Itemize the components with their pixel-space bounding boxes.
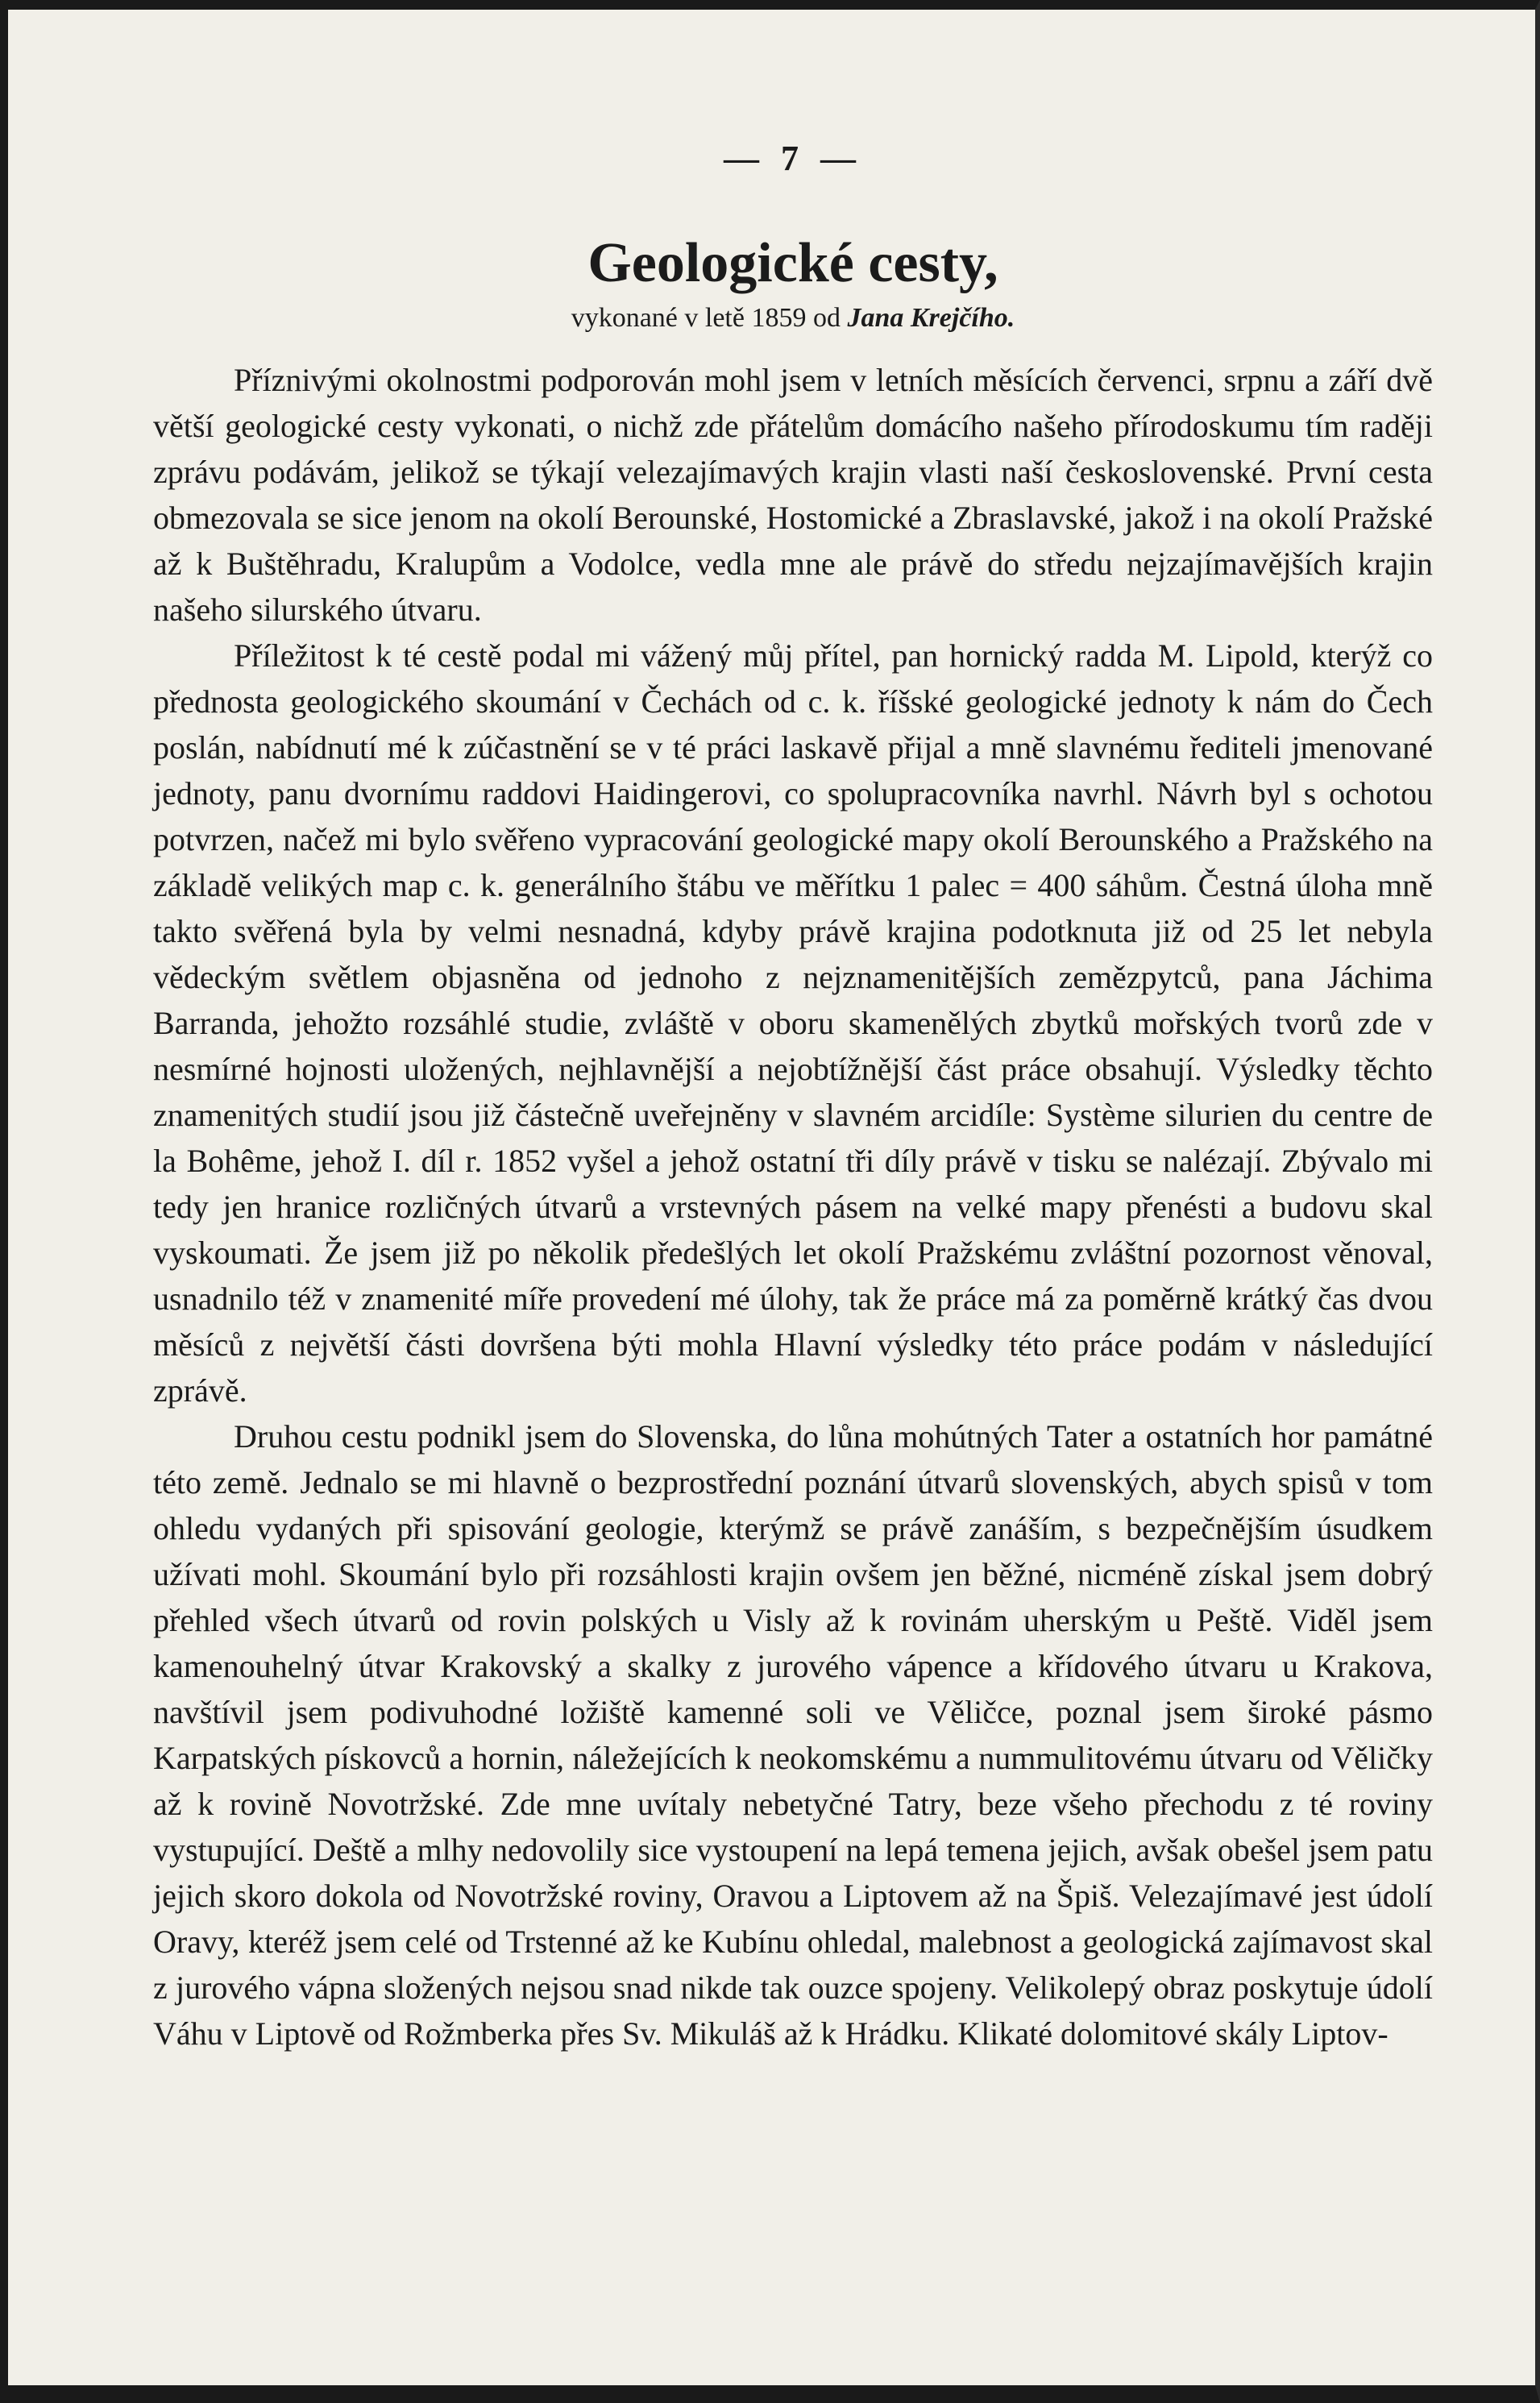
page-number: — 7 — — [724, 139, 862, 178]
subtitle-author: Jana Krejčího. — [847, 303, 1015, 333]
subtitle-prefix: vykonané v letě 1859 od — [571, 303, 841, 333]
article-subtitle — [153, 301, 1433, 336]
article-title: Geologické cesty, — [587, 232, 998, 294]
paragraph-2: Příležitost k té cestě podal mi vážený můj přítel, pan hornický radda M. Lipold, kterýž co přednosta geologického skoumání v Čechách od c. k. říšské geologické jednoty k nám do Čech poslán, nabídnutí mé k zúčastnění se v té práci laskavě přijal a mně slavnému řediteli jmenované jednoty, panu dvornímu raddovi Haidingerovi, co spolupracovníka navrhl. Návrh byl s ochotou potvrzen, načež mi bylo svěřeno vypracování geologické mapy okolí Berounského a Pražského na základě velikých map c. k. generálního štábu ve měřítku 1 palec = 400 sáhům. Čestná úloha mně takto svěřená byla by velmi nesnadná, kdyby právě krajina podotknuta již od 25 let nebyla vědeckým světlem objasněna od jednoho z nejznamenitějších zemězpytců, pana Jáchima Barranda, jehožto rozsáhlé studie, zvláště v oboru skamenělých zbytků mořských tvorů zde v nesmírné hojnosti uložených, nejhlavnější a nejobtížnější část práce obsahují. Výsledky těchto znamenitých studií jsou již částečně uveřejněny v slavném arcidíle: Système silurien du centre de la Bohême, jehož I. díl r. 1852 vyšel a jehož ostatní tři díly právě v tisku se nalézají. Zbývalo mi tedy jen hranice rozličných útvarů a vrstevných pásem na velké mapy přenésti a budovu skal vyskoumati. Že jsem již po několik předešlých let okolí Pražskému zvláštní pozornost věnoval, usnadnilo též v znamenité míře provedení mé úlohy, tak že práce má za poměrně krátký čas dvou měsíců z největší části dovršena býti mohla Hlavní výsledky této práce podám v následující zprávě. — [153, 637, 1433, 1409]
page-content — [153, 131, 1433, 2056]
paragraph-3: Druhou cestu podnikl jsem do Slovenska, do lůna mohútných Tater a ostatních hor památné této země. Jednalo se mi hlavně o bezprostřední poznání útvarů slovenských, abych spisů v tom ohledu vydaných při spisování geologie, kterýmž se právě zanáším, s bezpečnějším úsudkem užívati mohl. Skoumání bylo při rozsáhlosti krajin ovšem jen běžné, nicméně získal jsem dobrý přehled všech útvarů od rovin polských u Visly až k rovinám uherským u Peště. Viděl jsem kamenouhelný útvar Krakovský a skalky z jurového vápence a křídového útvaru u Krakova, navštívil jsem podivuhodné ložiště kamenné soli ve Věličce, poznal jsem široké pásmo Karpatských pískovců a hornin, náležejících k neokomskému a nummulitovému útvaru od Věličky až k rovině Novotržské. Zde mne uvítaly nebetyčné Tatry, beze všeho přechodu z té roviny vystupující. Deště a mlhy nedovolily sice vystoupení na lepá temena jejich, avšak obešel jsem patu jejich skoro dokola od Novotržské roviny, Oravou a Liptovem až na Špiš. Velezajímavé jest údolí Oravy, kteréž jsem celé od Trstenné až ke Kubínu ohledal, malebnost a geologická zajímavost skal z jurového vápna složených nejsou snad nikde tak ouzce spojeny. Velikolepý obraz poskytuje údolí Váhu v Liptově od Rožmberka přes Sv. Mikuláš až k Hrádku. Klikaté dolomitové skály Liptov- — [153, 1418, 1433, 2052]
paragraph-1: Příznivými okolnostmi podporován mohl jsem v letních měsících červenci, srpnu a září dvě větší geologické cesty vykonati, o nichž zde přátelům domácího našeho přírodoskumu tím raději zprávu podávám, jelikož se týkají velezajímavých krajin vlasti naší československé. První cesta obmezovala se sice jenom na okolí Berounské, Hostomické a Zbraslavské, jakož i na okolí Pražské až k Buštěhradu, Kralupům a Vodolce, vedla mne ale právě do středu nejzajímavějších krajin našeho silurského útvaru. — [153, 362, 1433, 628]
article-body — [153, 357, 1433, 2056]
